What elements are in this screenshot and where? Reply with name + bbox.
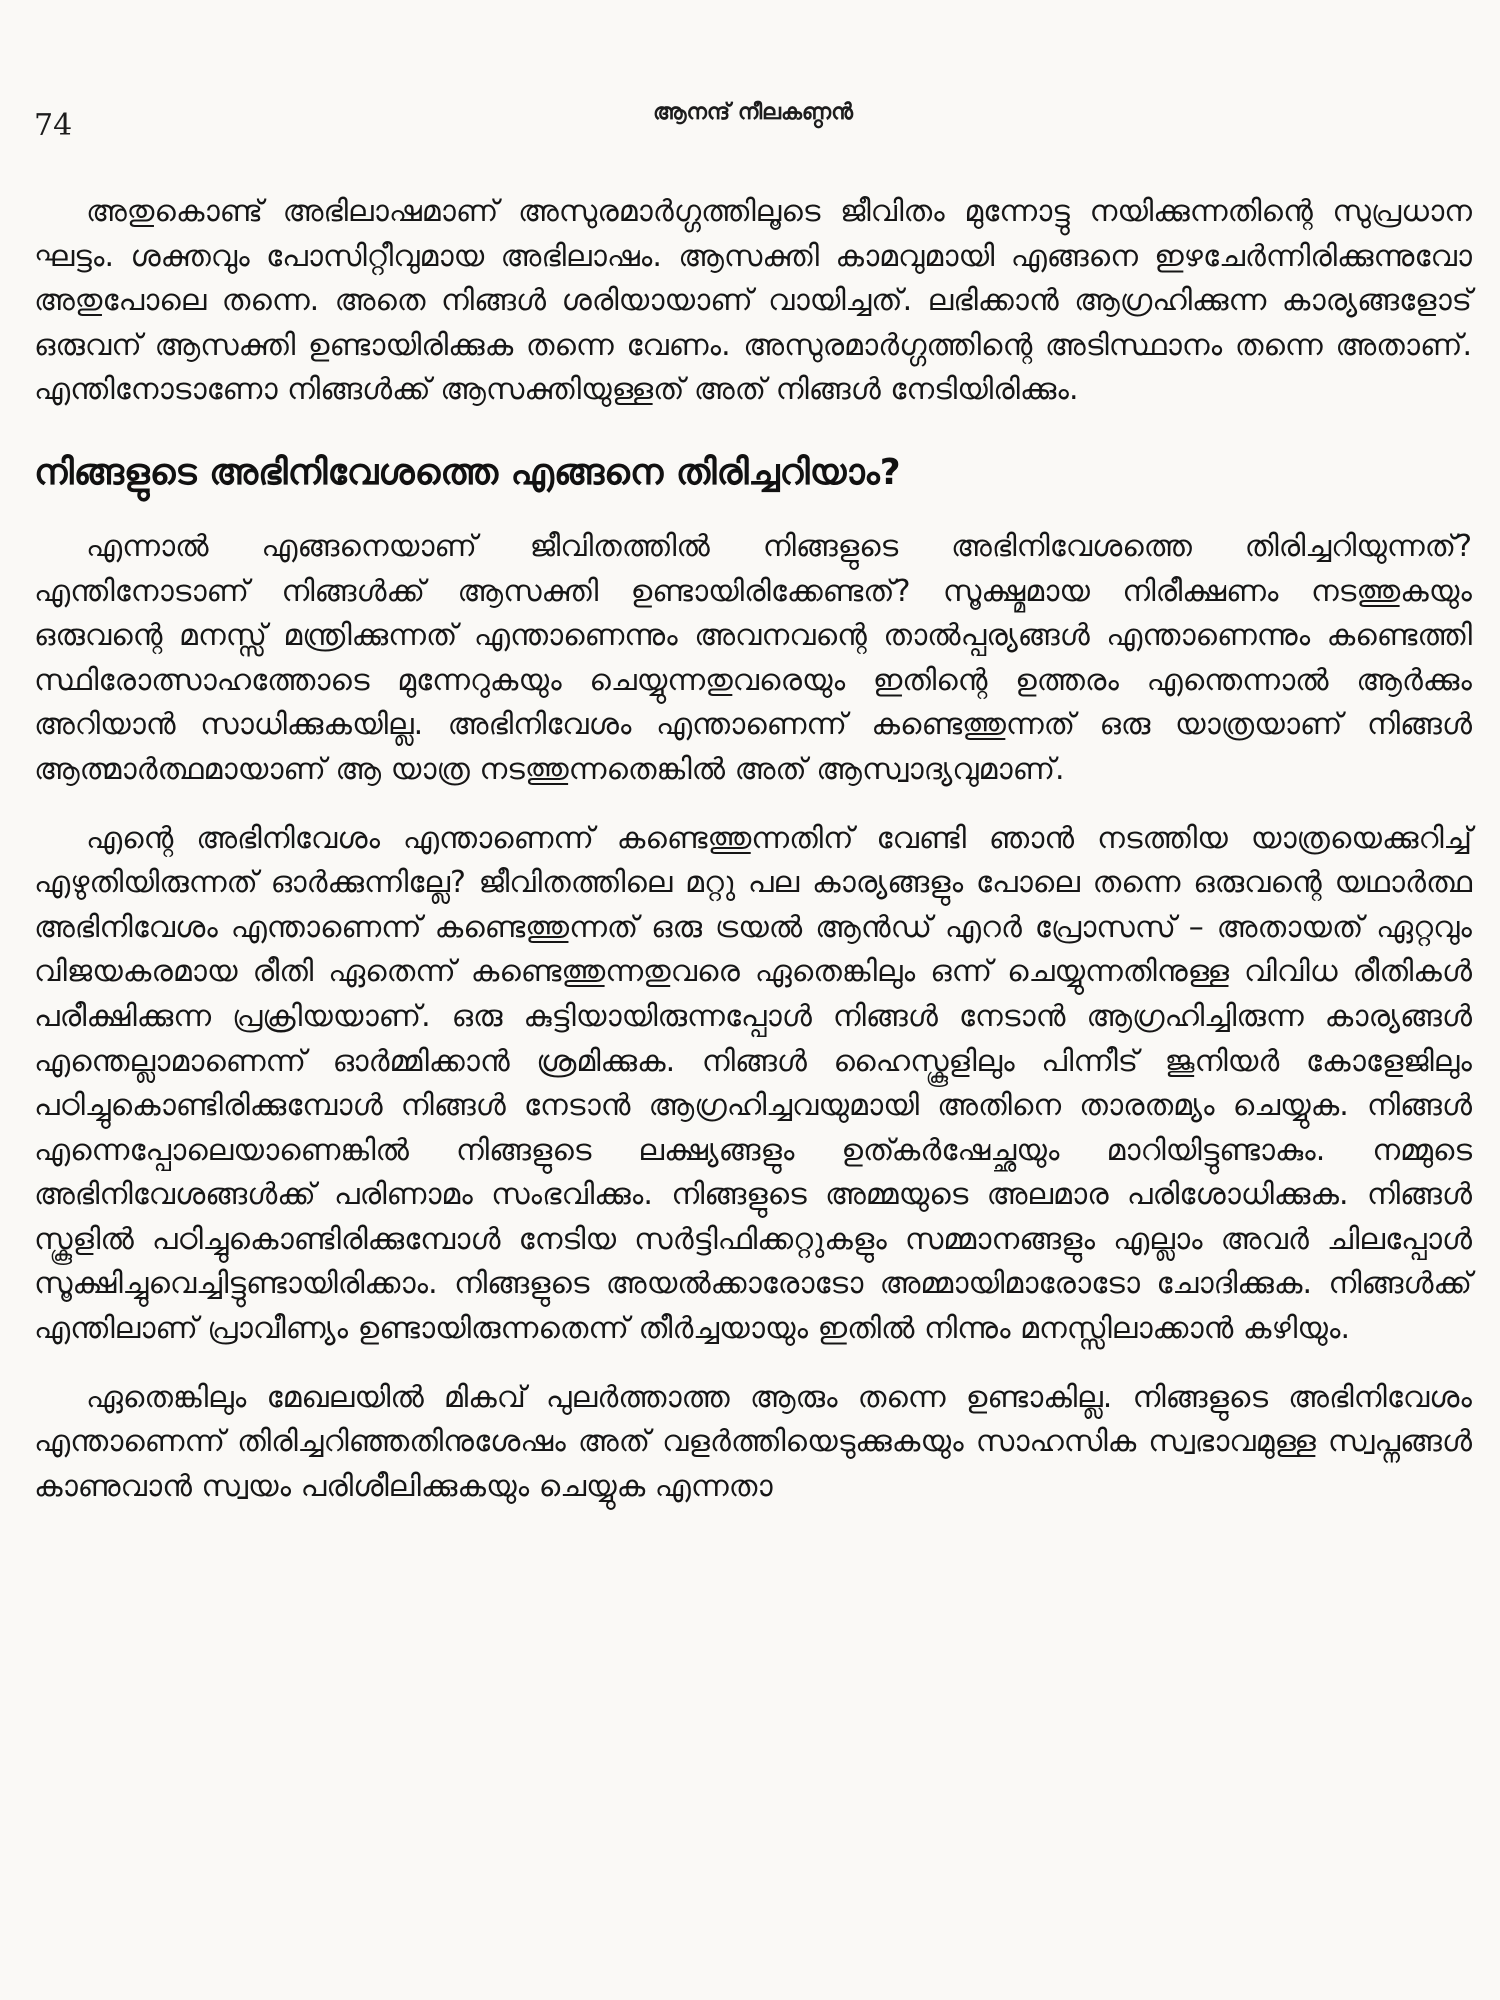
section-heading: നിങ്ങളുടെ അഭിനിവേശത്തെ എങ്ങനെ തിരിച്ചറിയാം?	[34, 451, 901, 493]
paragraph-4: ഏതെങ്കിലും മേഖലയിൽ മികവ് പുലർത്താത്ത ആരും തന്നെ ഉണ്ടാകില്ല. നിങ്ങളുടെ അഭിനിവേശം എന്താണെന്ന് തിരിച്ചറിഞ്ഞതിനുശേഷം അത് വളർത്തിയെടുക്കുകയും സാഹസിക സ്വഭാവമുള്ള സ്വപ്നങ്ങൾ കാണുവാൻ സ്വയം പരിശീലിക്കുകയും ചെയ്യുക എന്നതാ	[34, 1379, 1472, 1504]
running-head	[34, 90, 1472, 150]
page-number: 74	[34, 108, 73, 143]
paragraph-3: എന്റെ അഭിനിവേശം എന്താണെന്ന് കണ്ടെത്തുന്നതിന് വേണ്ടി ഞാൻ നടത്തിയ യാത്രയെക്കുറിച്ച് എഴുതിയിരുന്നത് ഓർക്കുന്നില്ലേ? ജീവിതത്തിലെ മറ്റു പല കാര്യങ്ങളും പോലെ തന്നെ ഒരുവന്റെ യഥാർത്ഥ അഭിനിവേശം എന്താണെന്ന് കണ്ടെത്തുന്നത് ഒരു ട്രയൽ ആൻഡ് എറർ പ്രോസസ് – അതായത് ഏറ്റവും വിജയകരമായ രീതി ഏതെന്ന് കണ്ടെത്തുന്നതുവരെ ഏതെങ്കിലും ഒന്ന് ചെയ്യുന്നതിനുള്ള വിവിധ രീതികൾ പരീക്ഷിക്കുന്ന പ്രക്രിയയാണ്. ഒരു കുട്ടിയായിരുന്നപ്പോൾ നിങ്ങൾ നേടാൻ ആഗ്രഹിച്ചിരുന്ന കാര്യങ്ങൾ എന്തെല്ലാമാണെന്ന് ഓർമ്മിക്കാൻ ശ്രമിക്കുക. നിങ്ങൾ ഹൈസ്കൂളിലും പിന്നീട് ജൂനിയർ കോളേജിലും പഠിച്ചുകൊണ്ടിരിക്കുമ്പോൾ നിങ്ങൾ നേടാൻ ആഗ്രഹിച്ചവയുമായി അതിനെ താരതമ്യം ചെയ്യുക. നിങ്ങൾ എന്നെപ്പോലെയാണെങ്കിൽ നിങ്ങളുടെ ലക്ഷ്യങ്ങളും ഉത്കർഷേച്ഛയും മാറിയിട്ടുണ്ടാകും. നമ്മുടെ അഭിനിവേശങ്ങൾക്ക് പരിണാമം സംഭവിക്കും. നിങ്ങളുടെ അമ്മയുടെ അലമാര പരിശോധിക്കുക. നിങ്ങൾ സ്കൂളിൽ പഠിച്ചുകൊണ്ടിരിക്കുമ്പോൾ നേടിയ സർട്ടിഫിക്കറ്റുകളും സമ്മാനങ്ങളും എല്ലാം അവർ ചിലപ്പോൾ സൂക്ഷിച്ചുവെച്ചിട്ടുണ്ടായിരിക്കാം. നിങ്ങളുടെ അയൽക്കാരോടോ അമ്മായിമാരോടോ ചോദിക്കുക. നിങ്ങൾക്ക് എന്തിലാണ് പ്രാവീണ്യം ഉണ്ടായിരുന്നതെന്ന് തീർച്ചയായും ഇതിൽ നിന്നും മനസ്സിലാക്കാൻ കഴിയും.	[34, 820, 1472, 1347]
paragraph-1: അതുകൊണ്ട് അഭിലാഷമാണ് അസുരമാർഗ്ഗത്തിലൂടെ ജീവിതം മുന്നോട്ടു നയിക്കുന്നതിന്റെ സുപ്രധാന ഘട്ടം. ശക്തവും പോസിറ്റീവുമായ അഭിലാഷം. ആസക്തി കാമവുമായി എങ്ങനെ ഇഴചേർന്നിരിക്കുന്നുവോ അതുപോലെ തന്നെ. അതെ നിങ്ങൾ ശരിയായാണ് വായിച്ചത്. ലഭിക്കാൻ ആഗ്രഹിക്കുന്ന കാര്യങ്ങളോട് ഒരുവന് ആസക്തി ഉണ്ടായിരിക്കുക തന്നെ വേണം. അസുരമാർഗ്ഗത്തിന്റെ അടിസ്ഥാനം തന്നെ അതാണ്. എന്തിനോടാണോ നിങ്ങൾക്ക് ആസക്തിയുള്ളത് അത് നിങ്ങൾ നേടിയിരിക്കും.	[34, 194, 1472, 408]
book-title: ആനന്ദ് നീലകണ്ഠൻ	[653, 100, 853, 125]
paragraph-2: എന്നാൽ എങ്ങനെയാണ് ജീവിതത്തിൽ നിങ്ങളുടെ അഭിനിവേശത്തെ തിരിച്ചറിയുന്നത്? എന്തിനോടാണ് നിങ്ങൾക്ക് ആസക്തി ഉണ്ടായിരിക്കേണ്ടത്? സൂക്ഷ്മമായ നിരീക്ഷണം നടത്തുകയും ഒരുവന്റെ മനസ്സ് മന്ത്രിക്കുന്നത് എന്താണെന്നും അവനവന്റെ താൽപ്പര്യങ്ങൾ എന്താണെന്നും കണ്ടെത്തി സ്ഥിരോത്സാഹത്തോടെ മുന്നേറുകയും ചെയ്യുന്നതുവരെയും ഇതിന്റെ ഉത്തരം എന്തെന്നാൽ ആർക്കും അറിയാൻ സാധിക്കുകയില്ല. അഭിനിവേശം എന്താണെന്ന് കണ്ടെത്തുന്നത് ഒരു യാത്രയാണ് നിങ്ങൾ ആത്മാർത്ഥമായാണ് ആ യാത്ര നടത്തുന്നതെങ്കിൽ അത് ആസ്വാദ്യവുമാണ്.	[34, 528, 1472, 787]
body-text	[34, 190, 1472, 1509]
